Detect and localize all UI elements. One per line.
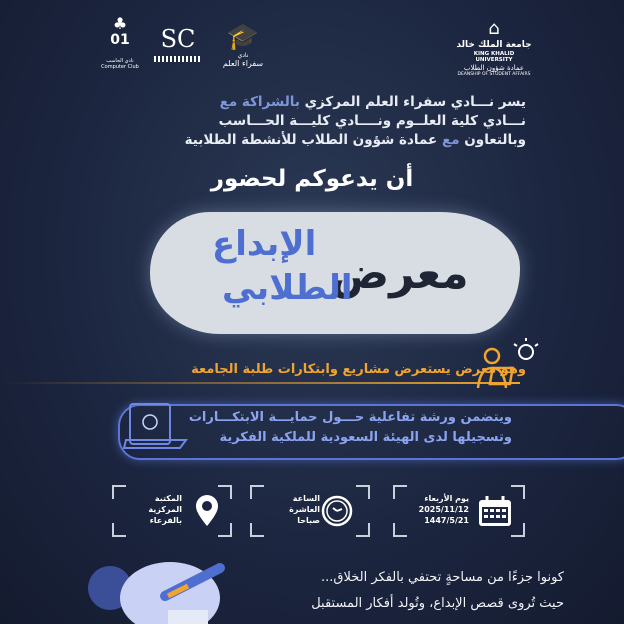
pattern-strip bbox=[154, 56, 202, 62]
science-ambassadors-logo bbox=[215, 22, 271, 69]
time-line-3: صباحا bbox=[297, 516, 320, 525]
university-emblem-icon: ⌂ bbox=[488, 18, 500, 39]
location-line-1: المكتبة bbox=[154, 494, 182, 503]
title-word-creativity: الإبداع bbox=[212, 224, 317, 264]
rocket-bulb-illustration bbox=[70, 548, 250, 624]
workshop-line-1: ويتضمن ورشة تفاعلية حـــول حمايـــة الابتكـــارات bbox=[188, 410, 512, 425]
university-name-en: KING KHALID UNIVERSITY bbox=[473, 50, 515, 64]
science-club-logo bbox=[148, 24, 208, 64]
location-box bbox=[112, 485, 232, 537]
closing-line-2: حيث تُروى قصص الإبداع، وتُولد أفكار المستقبل bbox=[311, 596, 564, 611]
clock-icon bbox=[316, 495, 358, 531]
university-logo bbox=[455, 18, 533, 78]
logo-caption: سفراء العلم bbox=[222, 59, 264, 69]
orange-divider bbox=[0, 382, 520, 384]
graduate-reader-icon: 🎓 bbox=[226, 22, 260, 52]
club-name-en: Computer Club bbox=[101, 64, 139, 70]
date-hijri: 1447/5/21 bbox=[424, 516, 469, 525]
location-pin-icon bbox=[194, 495, 220, 531]
computer-club-logo bbox=[100, 16, 140, 70]
time-line-1: الساعة bbox=[292, 494, 320, 503]
sc-initials: SC bbox=[160, 25, 196, 53]
intro-highlight: بالشراكة مع bbox=[219, 94, 300, 110]
date-gregorian: 2025/11/12 bbox=[418, 505, 469, 514]
intro-text: عمادة شؤون الطلاب للأنشطة الطلابية bbox=[184, 132, 442, 148]
exhibition-description: وهو معرض يستعرض مشاريع وابتكارات طلبة الجامعة bbox=[191, 362, 526, 377]
intro-text: وبالتعاون bbox=[459, 132, 526, 148]
time-line-2: العاشرة bbox=[289, 505, 320, 514]
closing-line-1: كونوا جزءًا من مساحةٍ تحتفي بالفكر الخلاق... bbox=[321, 570, 564, 585]
date-day: يوم الأربعاء bbox=[424, 494, 469, 503]
location-line-2: المركزية bbox=[148, 505, 182, 514]
intro-text: يسر نـــادي سفراء العلم المركزي bbox=[299, 94, 526, 110]
intro-line-1 bbox=[106, 93, 526, 112]
deanship-en: DEANSHIP OF STUDENT AFFAIRS bbox=[457, 72, 531, 78]
title-word-student: الطلابي bbox=[222, 268, 353, 308]
time-box bbox=[250, 485, 370, 537]
club-name-ar: نادي الحاسب bbox=[106, 58, 134, 64]
date-box bbox=[393, 485, 525, 537]
university-name-ar: جامعة الملك خالد bbox=[456, 40, 532, 50]
calendar-icon bbox=[477, 495, 513, 531]
club-number: 01 bbox=[110, 32, 130, 48]
title-word-exhibition: معرض bbox=[330, 248, 469, 299]
logo-small-text: نادي bbox=[237, 52, 249, 59]
intro-line-2 bbox=[106, 112, 526, 131]
intro-text: نـــادي كلية العلــوم ونــــادي كليـــة الحـــاسب bbox=[218, 113, 526, 129]
workshop-line-2: وتسجيلها لدى الهيئة السعودية للملكية الفكرية bbox=[219, 430, 512, 445]
intro-highlight: مع bbox=[441, 132, 460, 148]
location-line-3: بالفرعاء bbox=[149, 516, 182, 525]
intro-line-3 bbox=[106, 131, 526, 150]
deanship-ar: عمادة شؤون الطلاب bbox=[463, 63, 525, 72]
palm-icon: ♣ bbox=[112, 14, 128, 33]
invite-heading: أن يدعوكم لحضور bbox=[210, 166, 414, 192]
